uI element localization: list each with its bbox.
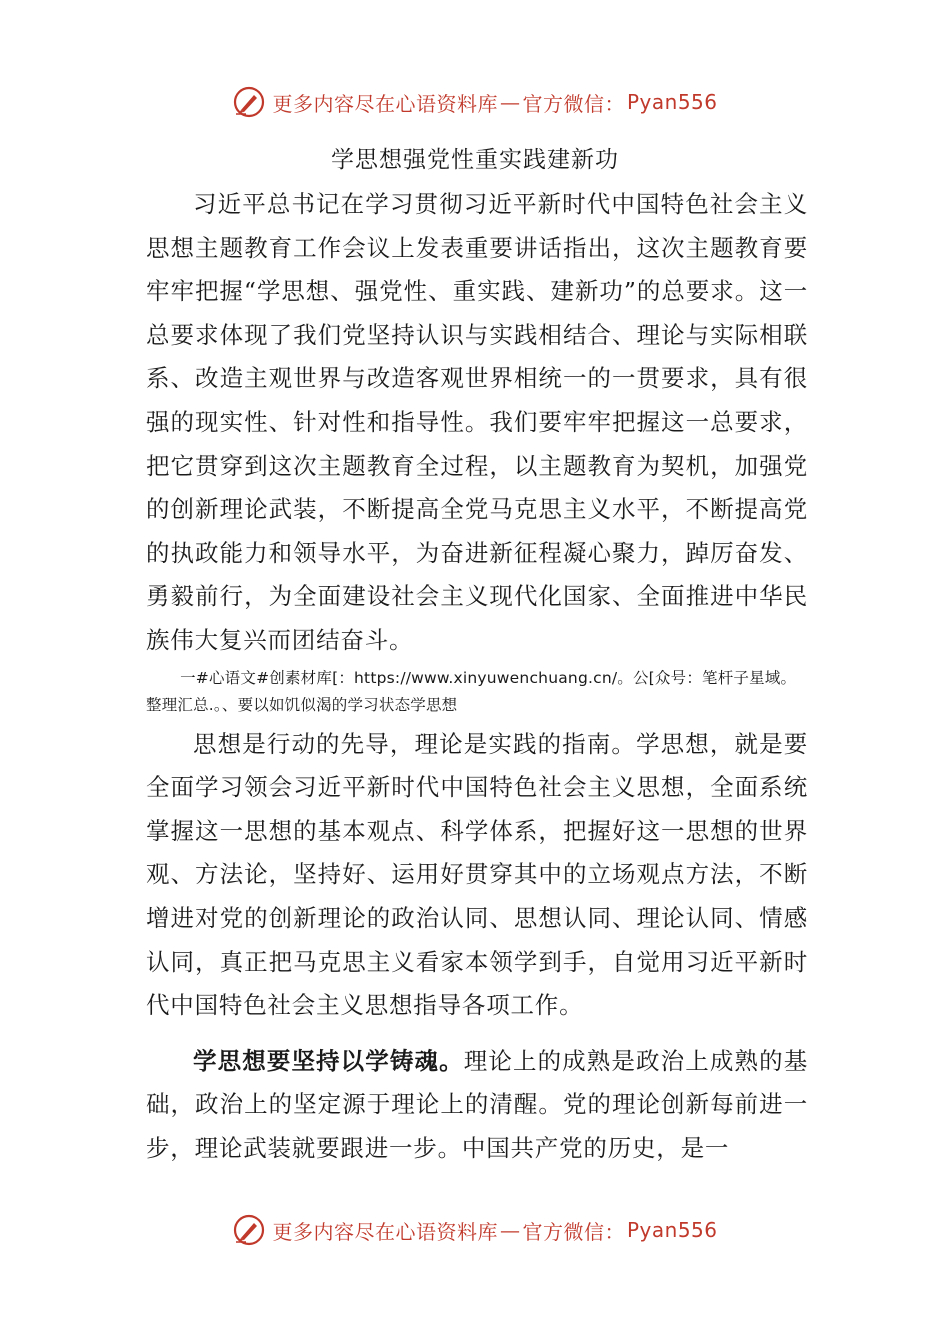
- paragraph-lead-heading: 学思想要坚持以学铸魂。: [193, 1046, 464, 1075]
- intro-paragraph: 习近平总书记在学习贯彻习近平新时代中国特色社会主义思想主题教育工作会议上发表重要讲话指出，这次主题教育要牢牢把握“学思想、强党性、重实践、建新功”的总要求。这一总要求体现了我们党坚持认识与实践相结合、理论与实际相联系、改造主观世界与改造客观世界相统一的一贯要求，具有很强的现实性、针对性和指导性。我们要牢牢把握这一总要求，把它贯穿到这次主题教育全过程，以主题教育为契机，加强党的创新理论武装，不断提高全党马克思主义水平，不断提高党的执政能力和领导水平，为奋进新征程凝心聚力，踔厉奋发、勇毅前行，为全面建设社会主义现代化国家、全面推进中华民族伟大复兴而团结奋斗。: [146, 190, 808, 654]
- pen-nib-logo-icon: [232, 85, 266, 119]
- banner-brand: 更多内容尽在心语资料库: [272, 91, 498, 116]
- paragraph-body-text: 理论上的成熟是政治上成熟的基础，政治上的坚定源于理论上的清醒。党的理论创新每前进一步，理论武装就要跟进一步。中国共产党的历史，是一: [146, 1046, 808, 1162]
- banner-brand: 更多内容尽在心语资料库: [272, 1219, 498, 1244]
- banner-separator: —: [499, 90, 521, 114]
- pen-nib-logo-icon: [232, 1213, 266, 1247]
- document-body: [146, 183, 808, 1170]
- paragraph-study-soul: [146, 1040, 808, 1171]
- footer-banner: [0, 1210, 950, 1250]
- source-note: 一#心语文#创素材库[：https://www.xinyuwenchuang.cn/。公[众号：笔杆子星域。整理汇总.。、要以如饥似渴的学习状态学思想: [146, 668, 797, 714]
- paragraph-thought-guide: 思想是行动的先导，理论是实践的指南。学思想，就是要全面学习领会习近平新时代中国特色社会主义思想，全面系统掌握这一思想的基本观点、科学体系，把握好这一思想的世界观、方法论，坚持好、运用好贯穿其中的立场观点方法，不断增进对党的创新理论的政治认同、思想认同、理论认同、情感认同，真正把马克思主义看家本领学到手，自觉用习近平新时代中国特色社会主义思想指导各项工作。: [146, 729, 808, 1020]
- paragraph-spacer: [146, 1028, 808, 1040]
- banner-wechat-id: Pyan556: [626, 90, 718, 114]
- banner-wechat-id: Pyan556: [626, 1218, 718, 1242]
- banner-official-label: 官方微信：: [522, 91, 625, 116]
- banner-separator: —: [499, 1218, 521, 1242]
- banner-official-label: 官方微信：: [522, 1219, 625, 1244]
- header-banner: [0, 82, 950, 122]
- document-title: 学思想强党性重实践建新功: [331, 147, 619, 173]
